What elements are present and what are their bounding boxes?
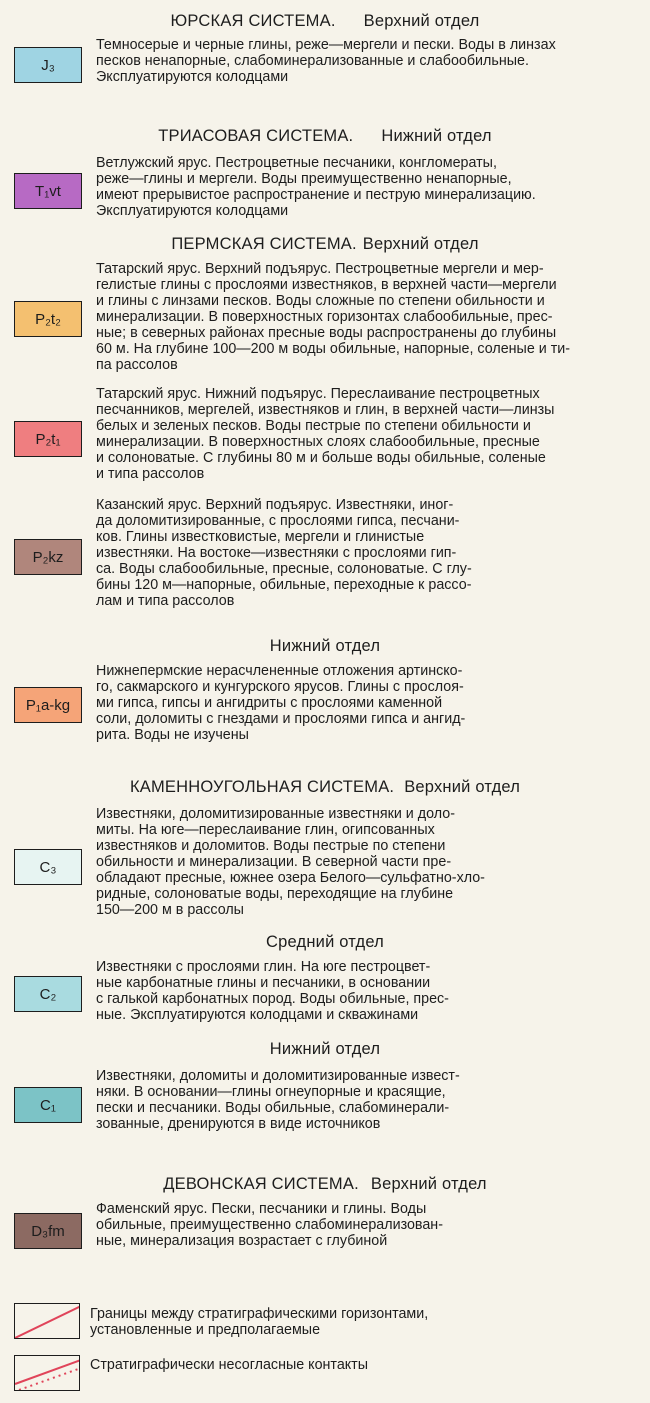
unit-symbol: D₃fm — [31, 1222, 65, 1240]
system-title: ПЕРМСКАЯ СИСТЕМА. — [171, 235, 357, 253]
department-title: Верхний отдел — [363, 12, 480, 30]
unit-description-c3: Известняки, доломитизированные известняки и доло- миты. На юге—переслаивание глин, огипсованных известняков и доломитов. Воды пестрые по степени обильности и минерализации. В северной части пре- обладают пресные, южнее озера Белого—сульфатно-хло- ридные, солоноватые воды, переходящие на глубине 150—200 м в рассолы — [96, 806, 485, 918]
system-title: ТРИАСОВАЯ СИСТЕМА. — [158, 127, 354, 145]
unit-symbol: P₂t₁ — [35, 430, 61, 448]
unit-description-c1: Известняки, доломиты и доломитизированные извест- няки. В основании—глины огнеупорные и красящие, пески и песчаники. Воды обильные, слабоминерали- зованные, дренируются в виде источников — [96, 1068, 460, 1132]
boundary-line-description: Границы между стратиграфическими горизонтами, установленные и предполагаемые — [90, 1306, 429, 1338]
unit-swatch-c1 — [14, 1087, 82, 1123]
unit-description-p2t2: Татарский ярус. Верхний подъярус. Пестроцветные мергели и мер- гелистые глины с прослоями известняков, в верхней части—мергели и глины с линзами песков. Воды сложные по степени обильности и минерализации. В поверхностных горизонтах слабообильные, прес- ные; в северных районах пресные воды распространены до глубины 60 м. На глубине 100—200 м воды обильные, напорные, соленые и ти- па рассолов — [96, 261, 571, 373]
unit-description-p2kz: Казанский ярус. Верхний подъярус. Известняки, иног- да доломитизированные, с прослоями гипса, песчани- ков. Глины известковистые, мергели и глинистые известняки. На востоке—известняки с прослоями гип- са. Воды слабообильные, пресные, солоноватые. С глу- бины 120 м—напорные, обильные, переходные к рассо- лам и типа рассолов — [96, 497, 472, 609]
unit-symbol: J₃ — [41, 56, 55, 74]
unconformity-contact-icon — [15, 1356, 80, 1391]
department-title: Верхний отдел — [404, 778, 521, 796]
unit-swatch-c3 — [14, 849, 82, 885]
unconformity-description: Стратиграфически несогласные контакты — [90, 1357, 369, 1373]
unit-symbol: C₃ — [39, 858, 57, 876]
unit-swatch-p2t1 — [14, 421, 82, 457]
boundary-line-swatch — [14, 1303, 80, 1339]
unit-symbol: C₁ — [40, 1096, 56, 1114]
unit-description-d3fm: Фаменский ярус. Пески, песчаники и глины. Воды обильные, преимущественно слабоминерализован- ные, минерализация возрастает с глубиной — [96, 1201, 443, 1249]
unit-description-p1a-kg: Нижнепермские нерасчлененные отложения артинско- го, сакмарского и кунгурского ярусов. Глины с прослоя- ми гипса, гипсы и ангидриты с прослоями каменной соли, доломиты с гнездами и прослоями гипса и ангид- рита. Воды не изучены — [96, 663, 466, 743]
unit-swatch-p2kz — [14, 539, 82, 575]
unit-symbol: C₂ — [39, 985, 57, 1003]
unit-description-p2t1: Татарский ярус. Нижний подъярус. Переслаивание пестроцветных песчанников, мергелей, известняков и глин, в верхней части—линзы белых и зеленых песков. Воды пестрые по степени обильности и минерализации. В поверхностных слоях слабообильные, пресные и солоноватые. С глубины 80 м и больше воды обильные, соленые и типа рассолов — [96, 386, 555, 482]
devonian-header — [0, 1175, 650, 1194]
unit-swatch-p1a-kg — [14, 687, 82, 723]
unit-symbol: P₂kz — [32, 548, 64, 566]
unit-description-c2: Известняки с прослоями глин. На юге пестроцвет- ные карбонатные глины и песчаники, в основании с галькой карбонатных пород. Воды обильные, прес- ные. Эксплуатируются колодцами и скважинами — [96, 959, 449, 1023]
permian-lower-header — [0, 637, 650, 656]
carboniferous-middle-header — [0, 933, 650, 952]
unit-description-j3: Темносерые и черные глины, реже—мергели и пески. Воды в линзах песков ненапорные, слабоминерализованные и слабообильные. Эксплуатируются колодцами — [96, 37, 556, 85]
triassic-header — [0, 127, 650, 146]
system-title: ДЕВОНСКАЯ СИСТЕМА. — [163, 1175, 359, 1193]
department-title: Средний отдел — [266, 933, 384, 951]
jurassic-header — [0, 12, 650, 31]
unit-swatch-c2 — [14, 976, 82, 1012]
department-title: Нижний отдел — [269, 1040, 381, 1058]
unit-swatch-j3 — [14, 47, 82, 83]
unit-swatch-p2t2 — [14, 301, 82, 337]
unit-description-t1vt: Ветлужский ярус. Пестроцветные песчаники, конгломераты, реже—глины и мергели. Воды преимущественно ненапорные, имеют прерывистое распространение и пеструю минерализацию. Эксплуатируются колодцами — [96, 155, 536, 219]
unit-swatch-t1vt — [14, 173, 82, 209]
department-title: Нижний отдел — [381, 127, 492, 145]
solid-boundary-icon — [15, 1304, 80, 1339]
unit-symbol: P₂t₂ — [35, 310, 61, 328]
department-title: Нижний отдел — [269, 637, 381, 655]
permian-header — [0, 235, 650, 254]
system-title: КАМЕННОУГОЛЬНАЯ СИСТЕМА. — [129, 778, 395, 796]
unit-swatch-d3fm — [14, 1213, 82, 1249]
department-title: Верхний отдел — [362, 235, 479, 253]
department-title: Верхний отдел — [370, 1175, 487, 1193]
carboniferous-lower-header — [0, 1040, 650, 1059]
unit-symbol: P₁a-kg — [25, 696, 71, 714]
carboniferous-header — [0, 778, 650, 797]
system-title: ЮРСКАЯ СИСТЕМА. — [170, 12, 336, 30]
unit-symbol: T₁vt — [35, 182, 61, 200]
unconformity-swatch — [14, 1355, 80, 1391]
